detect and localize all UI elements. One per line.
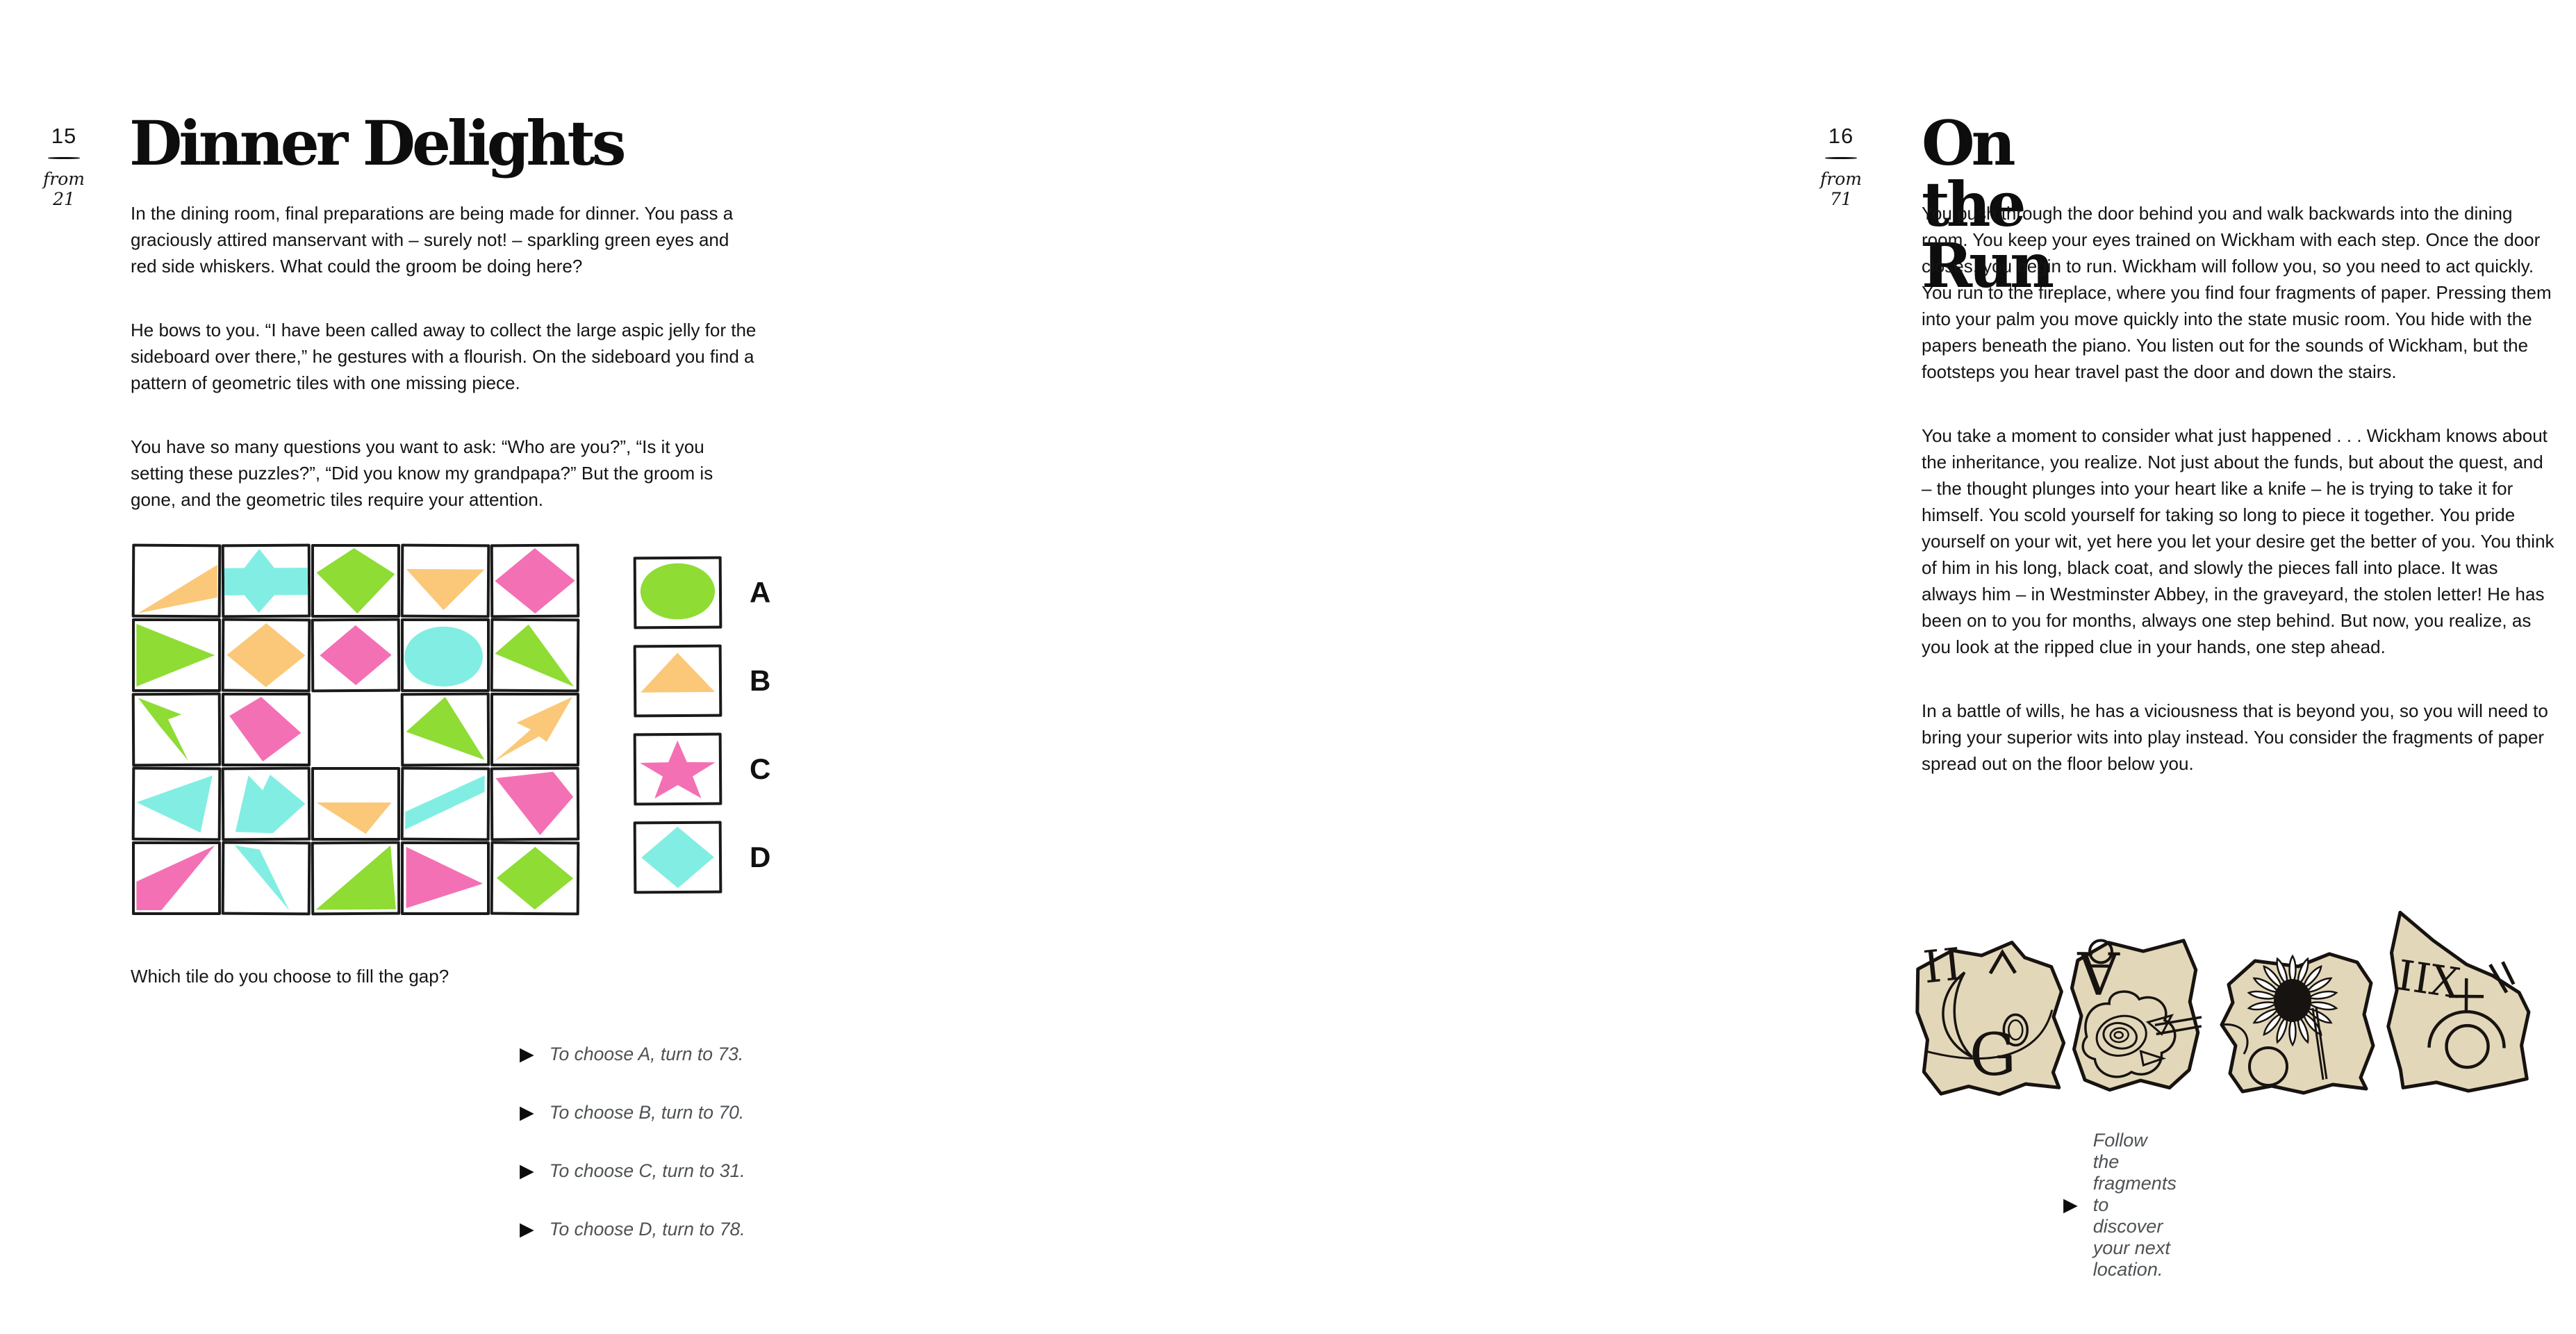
option-C[interactable] — [634, 733, 770, 805]
tile-green-triangle-left — [401, 693, 490, 767]
option-box-green-circle — [634, 557, 723, 629]
tile-pink-kite-down — [490, 767, 580, 841]
puzzle-question: Which tile do you choose to fill the gap? — [131, 966, 449, 987]
tile-pink-tilted-square — [222, 693, 311, 766]
section-head-right — [1813, 124, 1869, 209]
choice-text: To choose C, turn to 31. — [549, 1160, 745, 1181]
page-title: On the Run — [1922, 107, 2051, 302]
section-number: 15 — [51, 124, 77, 148]
choice-text: To choose D, turn to 78. — [549, 1218, 745, 1240]
paragraph: In the dining room, final preparations are being made for dinner. You pass a graciously attired manservant with – surely not! – sparkling green eyes and red side whiskers. What could the groom be doing here? — [131, 203, 734, 277]
tile-orange-arrow-up-right — [490, 693, 579, 766]
paragraph: You push through the door behind you and walk backwards into the dining room. You keep your eyes trained on Wickham with each step. Once the door closes, you begin to run. Wickham will follow you, so you need to act quickly. You run to the fireplace, where you find four fragments of paper. Pressing them into your palm you move quickly into the state music room. You hide with the papers beneath the piano. You listen out for the sounds of Wickham, but the footsteps you hear travel past the door and down the stairs. — [1922, 203, 2552, 382]
paragraph: You have so many questions you want to ask: “Who are you?”, “Is it you setting these puzzles?”, “Did you know my grandpapa?” But the groom is gone, and the geometric tiles require your attention. — [131, 436, 713, 510]
daisy-center — [2274, 979, 2311, 1022]
tile-pink-diamond — [490, 544, 580, 618]
choice-text: To choose B, turn to 70. — [549, 1101, 745, 1123]
tile-green-right-triangle — [311, 841, 401, 916]
answer-options — [634, 557, 770, 894]
choice-list — [520, 1039, 745, 1273]
option-B[interactable] — [634, 645, 770, 717]
tile-cyan-circle — [401, 618, 490, 692]
choice-text: To choose A, turn to 73. — [549, 1043, 744, 1064]
option-A[interactable] — [634, 557, 770, 629]
tile-pink-triangle-right — [401, 841, 490, 915]
torn-paper-fragment-crescent-G — [1915, 933, 2067, 1104]
section-rule — [1825, 157, 1857, 159]
page-title: Dinner Delights — [129, 107, 623, 179]
left-body-text — [131, 200, 759, 550]
option-label: A — [750, 576, 771, 609]
torn-paper-shape — [2222, 954, 2373, 1093]
choice-arrow-icon: ▶ — [520, 1160, 534, 1181]
from-label: from — [1820, 169, 1862, 189]
torn-paper-fragment-daisy — [2215, 941, 2378, 1097]
option-D[interactable] — [634, 821, 770, 894]
tile-orange-triangle-down — [401, 544, 490, 618]
choice-arrow-icon: ▶ — [2063, 1194, 2078, 1215]
tile-green-dart-arrow — [132, 693, 222, 767]
paragraph: You take a moment to consider what just happened . . . Wickham knows about the inheritance, you realize. Not just about the funds, but about the quest, and – the thought plunges into your heart like a knife – he is trying to take it for himself. You scold yourself for taking so long to piece it together. You pride yourself on your wit, yet here you let your desire get the better of you. You think of him in his long, black coat, and slowly the pieces fall into place. It was always him – in Westminster Abbey, in the graveyard, the stolen letter! He has been on to you for months, always one step behind. But now, you realize, as you look at the ripped clue in your hands, one step ahead. — [1922, 425, 2554, 657]
choice-row[interactable] — [520, 1214, 745, 1244]
choice-row[interactable] — [520, 1039, 745, 1069]
option-label: B — [750, 664, 771, 697]
tile-green-diamond — [311, 544, 400, 618]
choice-arrow-icon: ▶ — [520, 1218, 534, 1240]
inverted-letter: A — [2077, 938, 2120, 1007]
paragraph: He bows to you. “I have been called away to collect the large aspic jelly for the sideboard over there,” he gestures with a flourish. On the sideboard you find a pattern of geometric tiles with one missing piece. — [131, 320, 757, 393]
footer-choice-text: Follow the fragments to discover your next location. — [2092, 1130, 2177, 1280]
page-right — [889, 0, 2554, 1334]
tile-cyan-four-point-star — [222, 544, 311, 618]
fragment-letter: G — [1969, 1020, 2017, 1089]
section-rule — [48, 157, 80, 159]
tile-green-triangle-tilted — [490, 618, 580, 693]
tile-green-diamond-small — [490, 841, 580, 916]
from-number: 71 — [1830, 189, 1852, 209]
torn-paper-fragment-cross-orb — [2384, 908, 2534, 1096]
page-left — [0, 0, 889, 1334]
choice-row[interactable] — [520, 1098, 745, 1127]
paper-fragments-illustration — [1916, 903, 2576, 1133]
footer-choice[interactable] — [2063, 1130, 2177, 1281]
from-label: from — [43, 169, 85, 189]
section-number: 16 — [1828, 124, 1854, 148]
puzzle-tile-grid — [132, 544, 579, 915]
choice-row[interactable] — [520, 1156, 745, 1185]
option-box-cyan-diamond — [634, 821, 723, 894]
option-box-pink-star — [634, 733, 723, 806]
torn-paper-fragment-rose — [2065, 932, 2203, 1101]
tile-orange-sliver-triangle — [132, 544, 222, 618]
from-number: 21 — [53, 189, 75, 209]
tile-pink-diamond-small — [311, 618, 401, 693]
choice-arrow-icon: ▶ — [520, 1043, 534, 1064]
tile-orange-diamond — [222, 618, 311, 693]
tile-orange-flat-top-triangle — [311, 767, 400, 841]
tile-cyan-thin-wedge — [222, 841, 311, 916]
tile-cyan-kite-left — [132, 767, 222, 841]
tile-green-triangle-right — [132, 618, 221, 692]
option-label: C — [750, 752, 771, 785]
option-label: D — [750, 841, 771, 873]
option-box-orange-triangle — [634, 645, 723, 718]
section-head-left — [36, 124, 92, 209]
choice-arrow-icon: ▶ — [520, 1101, 534, 1123]
tile-cyan-notched-crown — [222, 767, 311, 841]
tile-empty-gap — [311, 693, 400, 766]
right-body-text — [1922, 200, 2557, 814]
tile-pink-wedge — [132, 841, 221, 915]
fragment-numeral: IIX — [2393, 950, 2463, 1009]
tile-cyan-beam — [401, 767, 490, 841]
paragraph: In a battle of wills, he has a viciousness that is beyond you, so you will need to bring your superior wits into play instead. You consider the fragments of paper spread out on the floor below you. — [1922, 700, 2548, 774]
fragment-numeral: II — [1921, 938, 1967, 994]
